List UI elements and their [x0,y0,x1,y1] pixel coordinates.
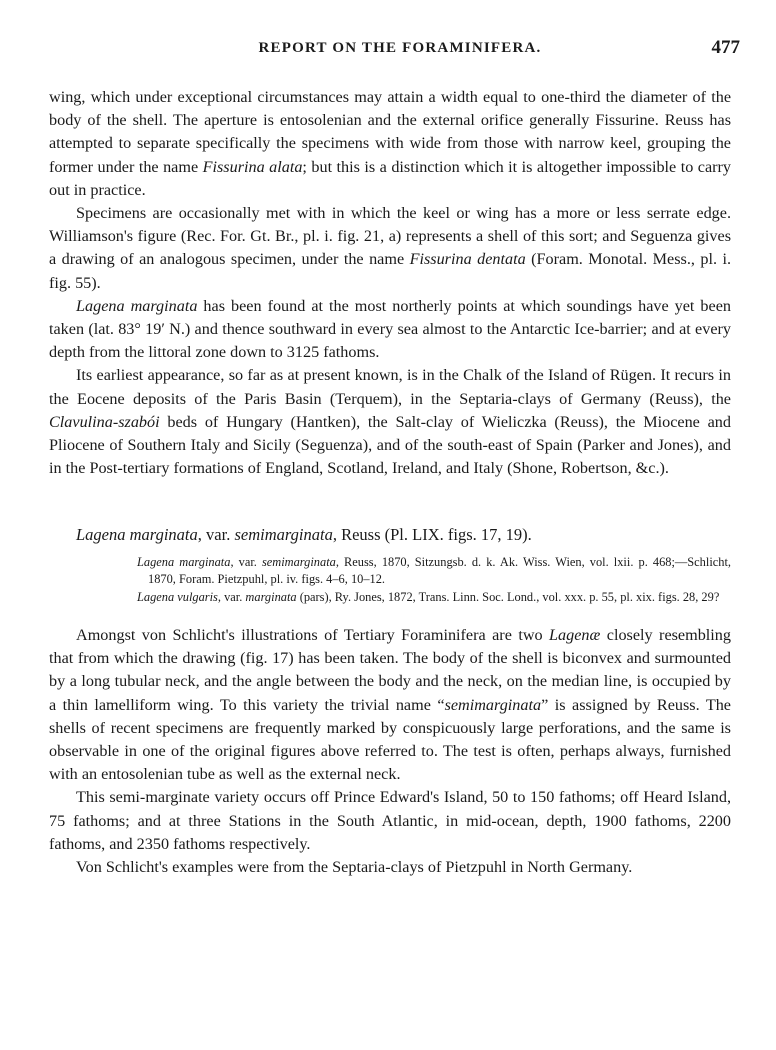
synonymy-entry [137,554,731,590]
paragraph-1 [49,86,731,202]
variety-name: semimarginata [444,695,542,714]
species-name: Fissurina alata [202,157,303,176]
text-run: , var. [197,525,235,545]
species-name: Clavulina-szabói [49,412,160,431]
section-gap [49,480,731,523]
page-number: 477 [711,37,740,58]
text-run: Specimens are occasionally met with in which the keel or wing has a more or less serrate edge. Williamson's figure (Rec. For. Gt. Br., pl. i. fig. 21, a) represents a shell of this sort; and Seguenza gives a drawing of an analogous specimen, under the name [49,204,731,269]
text-run: ; but this is a distinction which it is altogether impossible to carry out in practice. [49,157,731,199]
text-run: Amongst von Schlicht's illustrations of Tertiary Foraminifera are two [76,626,550,645]
species-name: Fissurina dentata [409,250,526,269]
paragraph-5 [49,624,731,786]
section-heading [76,523,731,546]
text-run: (pars), Ry. Jones, 1872, Trans. Linn. Soc. Lond., vol. xxx. p. 55, pl. xix. figs. 28, 29? [296,590,720,605]
paragraph-7 [49,856,731,879]
genus-plural: Lagenæ [549,626,601,645]
text-run: has been found at the most northerly points at which soundings have yet been taken (lat. 83° 19′ N.) and thence southward in every sea almost to the Antarctic Ice-barrier; and at every depth from the littoral zone down to 3125 fathoms. [49,296,731,362]
synonymy-entry [137,589,731,607]
paragraph-4 [49,364,731,480]
paragraph-3 [49,295,731,365]
text-run: Von Schlicht's examples were from the Septaria-clays of Pietzpuhl in North Germany. [76,858,633,877]
text-run: closely resembling that from which the drawing (fig. 17) has been taken. The body of the shell is biconvex and surmounted by a long tubular neck, and the angle between the body and the neck, on the median line, is occupied by a thin lamelliform wing. To this variety the trivial name “ [49,626,731,714]
variety-name: semimarginata [261,554,336,569]
variety-name: semimarginata [234,525,333,545]
species-name: Lagena vulgaris [137,590,218,605]
text-run: ” is assigned by Reuss. The shells of recent specimens are frequently marked by conspicuously large perforations, and the same is observable in one of the original figures above referred to. The test is often, perhaps always, furnished with an entosolenian tube as well as the external neck. [49,695,731,784]
text-run: , Reuss (Pl. LIX. figs. 17, 19). [332,525,532,545]
body-text [49,86,731,879]
text-run: wing, which under exceptional circumstances may attain a width equal to one-third the diameter of the body of the shell. The aperture is entosolenian and the external orifice generally Fissurine. Reuss has attempted to separate specifically the specimens with wide from those with narrow keel, grouping the former under the name [49,88,731,176]
variety-name: marginata [245,590,297,605]
species-name: Lagena marginata [76,525,198,545]
text-run: This semi-marginate variety occurs off Prince Edward's Island, 50 to 150 fathoms; off Heard Island, 75 fathoms; and at three Stations in the South Atlantic, in mid-ocean, depth, 1900 fathoms, 2200 fathoms, and 2350 fathoms respectively. [49,788,731,853]
synonymy-list [137,554,731,607]
running-head-title: REPORT ON THE FORAMINIFERA. [258,40,542,56]
text-run: (Foram. Monotal. Mess., pl. i. fig. 55). [49,250,731,292]
paragraph-6 [49,786,731,856]
text-run: , var. [217,590,246,605]
species-name: Lagena marginata [137,554,231,569]
text-run: , Reuss, 1870, Sitzungsb. d. k. Ak. Wiss. Wien, vol. lxii. p. 468;—Schlicht, 1870, Foram. Pietzpuhl, pl. iv. figs. 4–6, 10–12. [148,554,731,587]
text-run: , var. [230,554,262,569]
species-name: Lagena marginata [76,296,198,315]
paragraph-2 [49,202,731,295]
text-run: Its earliest appearance, so far as at present known, is in the Chalk of the Island of Rügen. It recurs in the Eocene deposits of the Paris Basin (Terquem), in the Septaria-clays of Germany (Reuss), the [49,366,731,408]
text-run: beds of Hungary (Hantken), the Salt-clay of Wieliczka (Reuss), the Miocene and Pliocene of Southern Italy and Sicily (Seguenza), and of the south-east of Spain (Parker and Jones), and in the Post-tertiary formations of England, Scotland, Ireland, and Italy (Shone, Robertson, &c.). [49,412,731,478]
running-head [60,37,740,64]
